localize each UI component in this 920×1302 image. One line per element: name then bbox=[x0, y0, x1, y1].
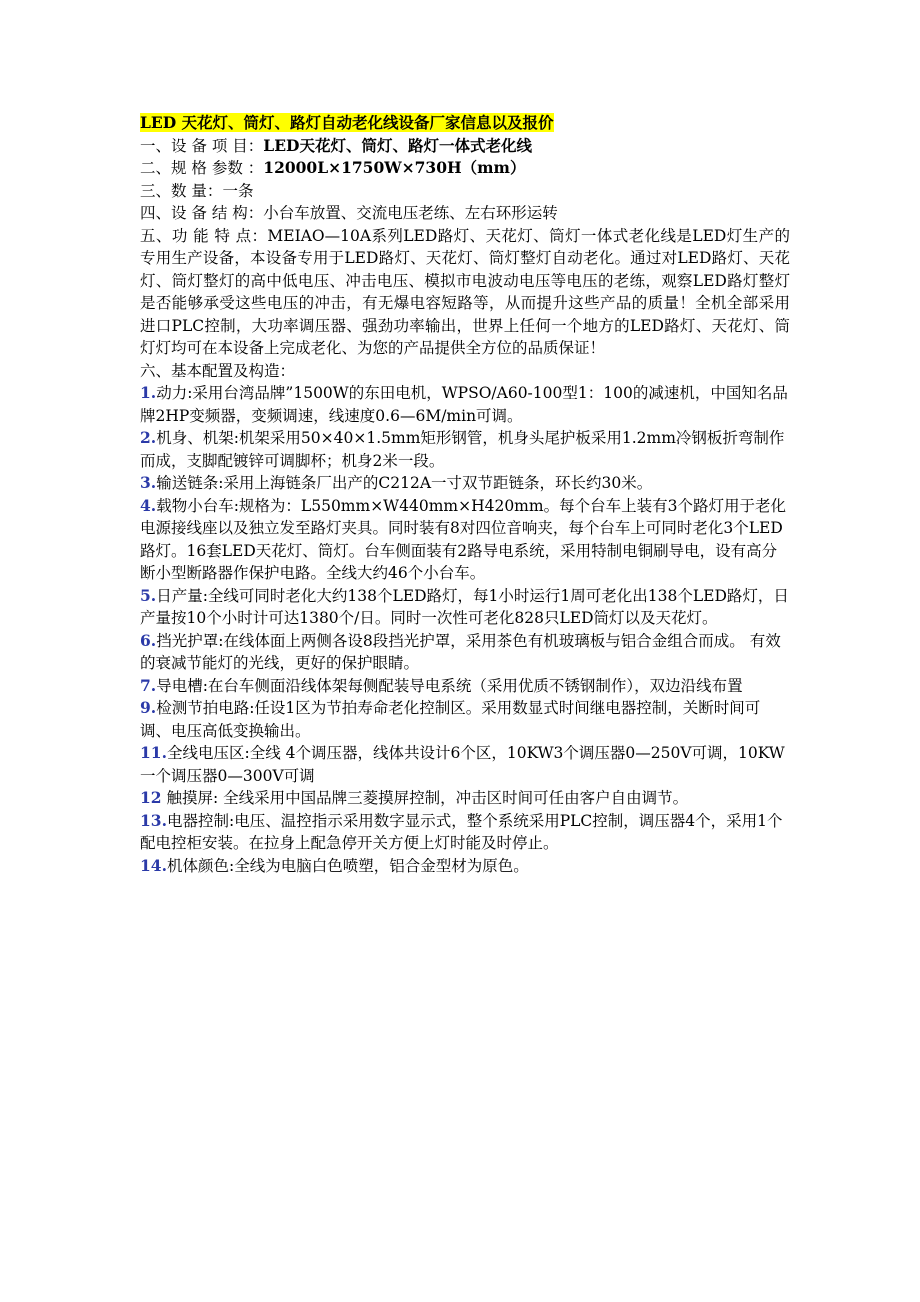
config-item-heading: 机体颜色: bbox=[166, 856, 235, 875]
config-item-text: 机架采用50×40×1.5mm矩形钢管，机身头尾护板采用1.2mm冷钢板折弯制作而成，支脚配镀锌可调脚杯；机身2米一段。 bbox=[140, 429, 785, 470]
config-item-number: 11. bbox=[140, 743, 167, 762]
config-item bbox=[140, 855, 790, 878]
spec-project-label: 一、设 备 项 目： bbox=[140, 136, 264, 155]
spec-quantity bbox=[140, 180, 790, 203]
config-item-heading: 日产量: bbox=[156, 586, 208, 605]
config-item-heading: 机身、机架: bbox=[156, 429, 239, 447]
config-item-heading: 检测节拍电路: bbox=[156, 699, 255, 717]
config-item bbox=[140, 787, 790, 810]
config-item-heading: 动力: bbox=[156, 384, 193, 402]
config-item bbox=[140, 630, 790, 675]
config-item-number: 13. bbox=[140, 810, 167, 830]
config-item bbox=[140, 495, 790, 585]
config-item-number: 12 bbox=[140, 788, 162, 807]
config-item-text: 在台车侧面沿线体架每侧配装导电系统（采用优质不锈钢制作），双边沿线布置 bbox=[207, 676, 743, 695]
spec-quantity-label: 三、数 量： bbox=[140, 181, 223, 200]
spec-structure-value: 小台车放置、交流电压老练、左右环形运转 bbox=[263, 204, 558, 222]
config-item-text: 全线可同时老化大约138个LED路灯，每1小时运行1周可老化出138个LED路灯，日产量按10个小时计可达1380个/日。同时一次性可老化828只LED筒灯以及天花灯。 bbox=[140, 586, 789, 627]
config-item bbox=[140, 427, 790, 472]
spec-structure-label: 四、设 备 结 构： bbox=[140, 204, 264, 222]
config-item-number: 3. bbox=[140, 473, 157, 492]
config-item-heading: 导电槽: bbox=[156, 676, 208, 695]
config-item bbox=[140, 697, 790, 742]
config-item-text: 采用上海链条厂出产的C212A一寸双节距链条，环长约30米。 bbox=[223, 474, 653, 492]
config-item bbox=[140, 675, 790, 698]
config-item-number: 6. bbox=[140, 630, 157, 650]
spec-project-value: LED天花灯、筒灯、路灯一体式老化线 bbox=[263, 135, 532, 155]
config-item bbox=[140, 585, 790, 630]
spec-size-value: 12000L×1750W×730H（mm） bbox=[263, 158, 526, 177]
config-item-number: 4. bbox=[140, 495, 157, 515]
config-item bbox=[140, 472, 790, 495]
config-item-text: 全线 4个调压器，线体共设计6个区，10KW3个调压器0—250V可调，10KW一个调压器0—300V可调 bbox=[140, 744, 785, 785]
config-item bbox=[140, 742, 790, 787]
spec-size bbox=[140, 157, 790, 180]
config-item-text: 全线为电脑白色喷塑，铝合金型材为原色。 bbox=[234, 856, 529, 875]
spec-project bbox=[140, 135, 790, 158]
spec-structure bbox=[140, 202, 790, 225]
config-item-text: 采用台湾品牌”1500W的东田电机，WPSO/A60-100型1：100的减速机，中国知名品牌2HP变频器，变频调速，线速度0.6—6M/min可调。 bbox=[140, 384, 788, 425]
config-heading: 六、基本配置及构造： bbox=[140, 361, 296, 380]
config-item-heading: 电器控制: bbox=[166, 811, 235, 830]
config-item-number: 14. bbox=[140, 855, 167, 875]
config-item-text: 在线体面上两侧各设8段挡光护罩，采用茶色有机玻璃板与铝合金组合而成。 有效的衰减节能灯的光线，更好的保护眼睛。 bbox=[140, 631, 781, 672]
config-item-text: 全线采用中国品牌三菱摸屏控制，冲击区时间可任由客户自由调节。 bbox=[218, 789, 689, 807]
config-item bbox=[140, 382, 790, 427]
config-item-number: 7. bbox=[140, 675, 157, 695]
config-item-text: 电压、温控指示采用数字显示式，整个系统采用PLC控制，调压器4个，采用1个配电控柜安装。在拉身上配急停开关方便上灯时能及时停止。 bbox=[140, 811, 783, 852]
config-item-heading: 载物小台车: bbox=[156, 496, 239, 515]
document-title-line bbox=[140, 112, 790, 135]
config-item-number: 9. bbox=[140, 698, 157, 717]
spec-features bbox=[140, 225, 790, 360]
config-item-heading: 挡光护罩: bbox=[156, 631, 224, 650]
spec-features-text: MEIAO—10A系列LED路灯、天花灯、筒灯一体式老化线是LED灯生产的专用生产设备，本设备专用于LED路灯、天花灯、筒灯整灯自动老化。通过对LED路灯、天花灯、筒灯整灯的高中低电压、冲击电压、模拟市电波动电压等电压的老练，观察LED路灯整灯是否能够承受这些电压的冲击，有无爆电容短路等，从而提升这些产品的质量！全机全部采用进口PLC控制，大功率调压器、强劲功率输出，世界上任何一个地方的LED路灯、天花灯、筒灯灯均可在本设备上完成老化、为您的产品提供全方位的品质保证！ bbox=[140, 226, 790, 357]
config-item bbox=[140, 810, 790, 855]
spec-features-label: 五、功 能 特 点： bbox=[140, 226, 268, 245]
config-item-number: 2. bbox=[140, 428, 157, 447]
config-item-list bbox=[140, 382, 790, 877]
config-item-number: 5. bbox=[140, 585, 157, 605]
config-item-text: 规格为：L550mm×W440mm×H420mm。每个台车上装有3个路灯用于老化电源接线座以及独立发至路灯夹具。同时装有8对四位音响夹，每个台车上可同时老化3个LED路灯。16套LED天花灯、筒灯。台车侧面装有2路导电系统，采用特制电铜刷导电，设有高分断小型断路器作保护电路。全线大约46个小台车。 bbox=[140, 496, 786, 582]
document-title: LED 天花灯、筒灯、路灯自动老化线设备厂家信息以及报价 bbox=[140, 113, 554, 132]
config-item-heading: 输送链条: bbox=[156, 474, 224, 492]
spec-quantity-value: 一条 bbox=[222, 181, 254, 200]
config-item-heading: 全线电压区: bbox=[166, 744, 250, 762]
spec-size-label: 二、规 格 参数 ： bbox=[140, 159, 264, 177]
config-item-heading: 触摸屏: bbox=[161, 789, 219, 807]
document-page bbox=[140, 112, 790, 877]
config-item-number: 1. bbox=[140, 383, 157, 402]
config-item-text: 任设1区为节拍寿命老化控制区。采用数显式时间继电器控制，关断时间可调、电压高低变换输出。 bbox=[140, 699, 761, 740]
